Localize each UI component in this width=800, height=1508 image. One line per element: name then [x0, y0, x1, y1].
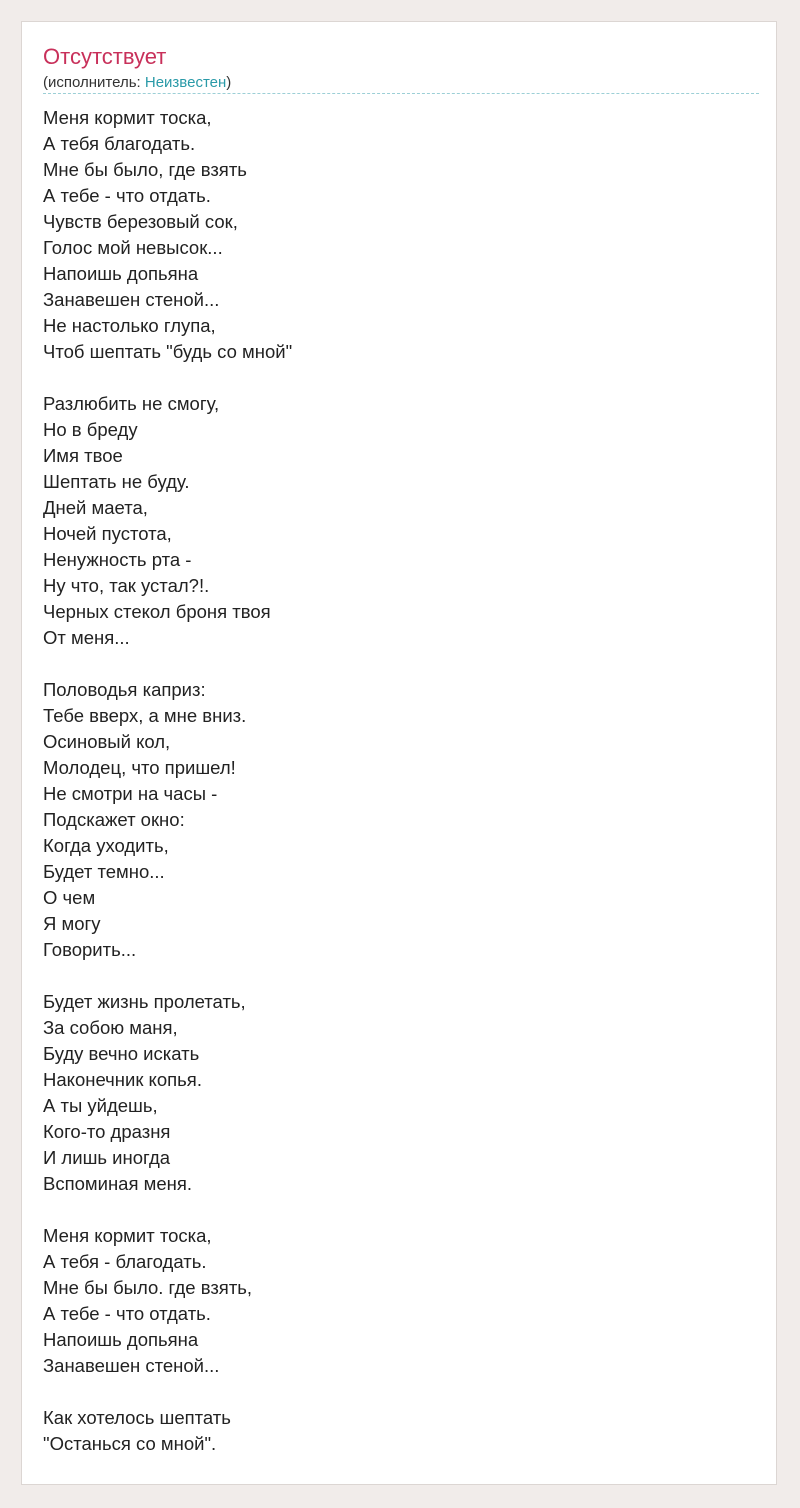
lyric-line: А тебе - что отдать.	[43, 1303, 211, 1324]
artist-prefix: (исполнитель:	[43, 74, 145, 91]
lyric-line: Тебе вверх, а мне вниз.	[43, 705, 247, 726]
lyric-line: А тебе - что отдать.	[43, 185, 211, 206]
artist-line	[43, 73, 231, 93]
lyric-line: Не смотри на часы -	[43, 783, 218, 804]
lyric-line: Но в бреду	[43, 419, 138, 440]
lyric-line: Молодец, что пришел!	[43, 757, 236, 778]
artist-suffix: )	[226, 74, 232, 91]
lyric-line: О чем	[43, 887, 96, 908]
lyric-line: А тебя благодать.	[43, 133, 196, 154]
lyric-line: Не настолько глупа,	[43, 315, 216, 336]
lyric-line: Наконечник копья.	[43, 1069, 202, 1090]
divider	[43, 93, 759, 94]
lyric-line: Меня кормит тоска,	[43, 107, 212, 128]
lyric-line: Напоишь допьяна	[43, 263, 199, 284]
lyric-line: Половодья каприз:	[43, 679, 206, 700]
lyric-line: Как хотелось шептать	[43, 1407, 231, 1428]
lyric-line: Чтоб шептать "будь со мной"	[43, 341, 293, 362]
lyric-line: Мне бы было. где взять,	[43, 1277, 253, 1298]
stanza-break	[43, 1197, 759, 1223]
lyric-line: От меня...	[43, 627, 130, 648]
lyric-line: Голос мой невысок...	[43, 237, 223, 258]
stanza-break	[43, 365, 759, 391]
lyric-line: Говорить...	[43, 939, 137, 960]
lyric-line: Буду вечно искать	[43, 1043, 200, 1064]
lyric-line: Разлюбить не смогу,	[43, 393, 220, 414]
lyric-line: Ночей пустота,	[43, 523, 172, 544]
stanza-break	[43, 651, 759, 677]
lyric-line: Шептать не буду.	[43, 471, 190, 492]
lyric-line: А тебя - благодать.	[43, 1251, 207, 1272]
lyric-line: А ты уйдешь,	[43, 1095, 158, 1116]
lyric-line: Имя твое	[43, 445, 123, 466]
artist-link[interactable]: Неизвестен	[144, 74, 227, 91]
lyrics-body	[43, 105, 759, 1457]
lyric-line: Занавешен стеной...	[43, 289, 220, 310]
lyrics-card	[21, 21, 777, 1485]
lyric-line: Я могу	[43, 913, 101, 934]
lyric-line: Будет темно...	[43, 861, 165, 882]
lyric-line: Вспоминая меня.	[43, 1173, 192, 1194]
lyric-line: Подскажет окно:	[43, 809, 185, 830]
lyric-line: Кого-то дразня	[43, 1121, 171, 1142]
lyric-line: И лишь иногда	[43, 1147, 171, 1168]
lyric-line: Меня кормит тоска,	[43, 1225, 212, 1246]
lyric-line: Черных стекол броня твоя	[43, 601, 271, 622]
lyric-line: Когда уходить,	[43, 835, 169, 856]
lyric-line: Ну что, так устал?!.	[43, 575, 210, 596]
song-title: Отсутствует	[43, 44, 167, 69]
lyric-line: Чувств березовый сок,	[43, 211, 238, 232]
lyric-line: "Останься со мной".	[43, 1433, 217, 1454]
lyric-line: Занавешен стеной...	[43, 1355, 220, 1376]
lyric-line: Ненужность рта -	[43, 549, 192, 570]
lyric-line: Мне бы было, где взять	[43, 159, 247, 180]
lyric-line: Дней маета,	[43, 497, 148, 518]
lyric-line: Будет жизнь пролетать,	[43, 991, 246, 1012]
stanza-break	[43, 963, 759, 989]
lyric-line: Напоишь допьяна	[43, 1329, 199, 1350]
stanza-break	[43, 1379, 759, 1405]
lyric-line: За собою маня,	[43, 1017, 178, 1038]
lyric-line: Осиновый кол,	[43, 731, 171, 752]
